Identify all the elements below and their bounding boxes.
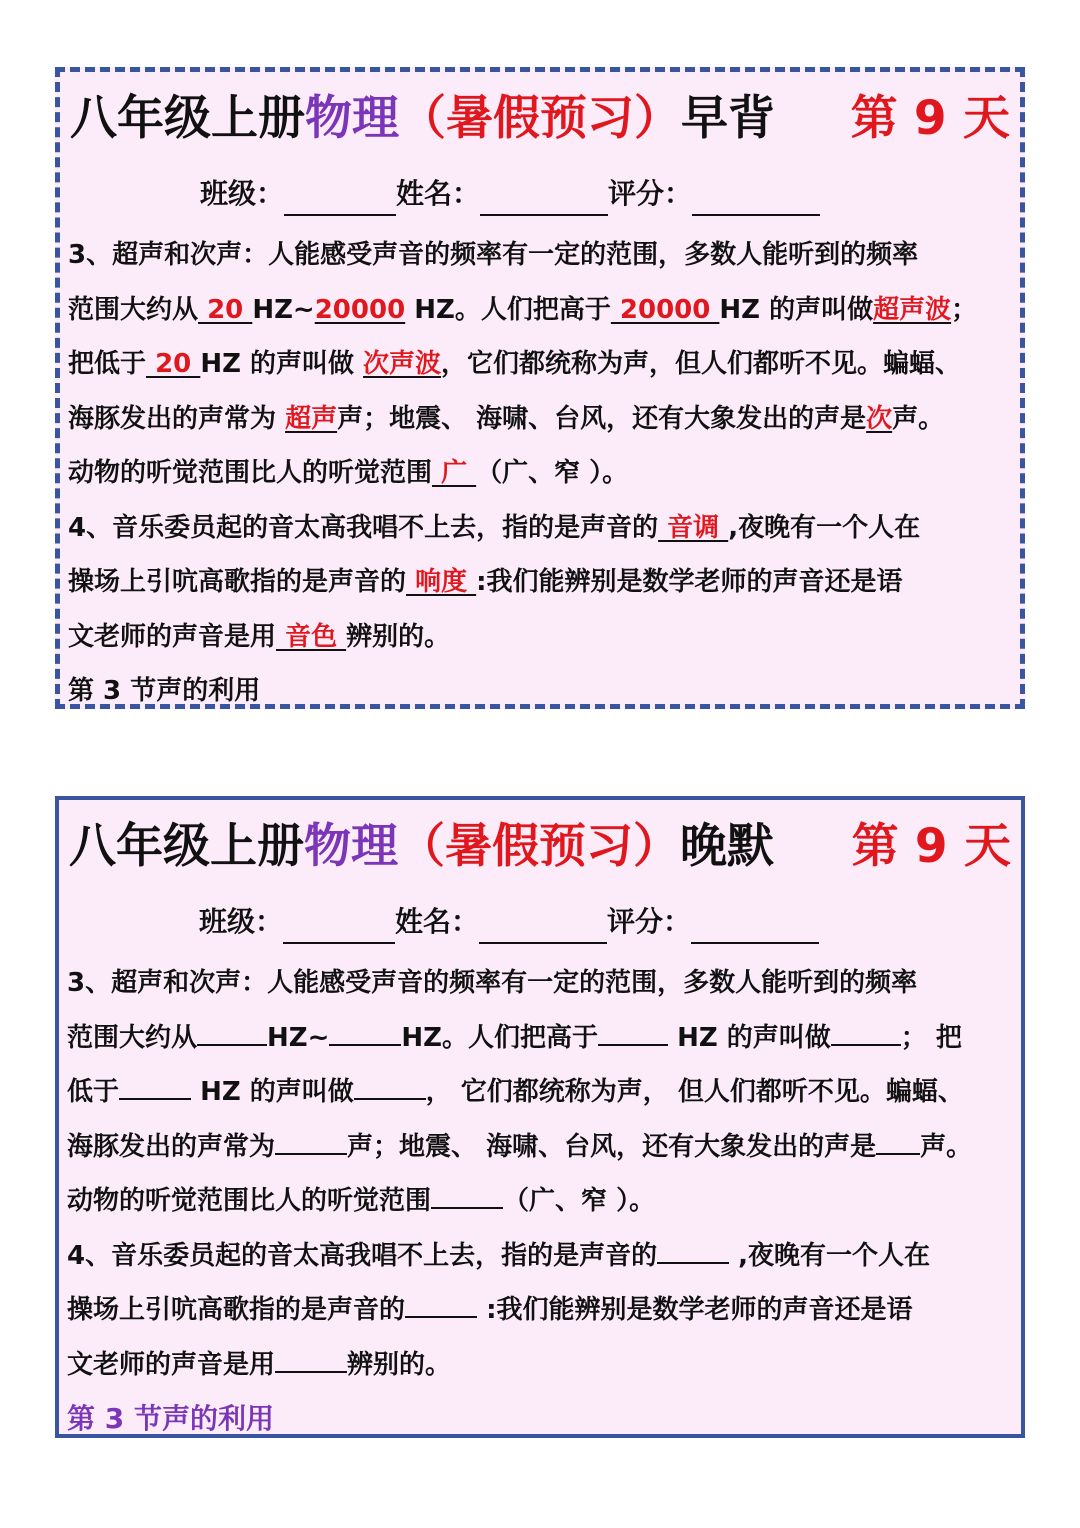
q3-line-3 [68,337,1020,392]
text: :我们能辨别是数学老师的声音还是语 [477,1295,913,1325]
text: （广、窄 ）。 [503,1186,656,1216]
text: （广、窄 ）。 [476,458,629,488]
student-info-row [200,172,820,216]
text: ,夜晚有一个人在 [729,1240,931,1271]
text: 辨别的。 [347,1349,452,1380]
score-label: 评分： [608,177,693,210]
q3-intro: 3、超声和次声：人能感受声音的频率有一定的范围，多数人能听到的频率 [67,968,918,998]
answer-timbre: 音色 [276,621,347,652]
q3-line-1 [67,956,1019,1011]
q4-line-1 [67,1229,1019,1284]
text: HZ。人们把高于 [401,1022,599,1053]
blank-bat-sound[interactable] [275,1127,347,1155]
text: ； [951,294,978,325]
q4-line-3 [68,610,1020,665]
blank-pitch[interactable] [657,1236,729,1264]
title-paren-close: ） [634,91,681,146]
blank-hearing-range[interactable] [431,1181,503,1209]
q4-line-2 [67,1283,1019,1338]
text: 辨别的。 [346,621,451,652]
text: 范围大约从 [68,294,199,325]
q3-line-2 [67,1011,1019,1066]
text: 文老师的声音是用 [67,1349,276,1380]
blank-low-freq[interactable] [197,1018,267,1046]
q4-line-1 [68,501,1020,556]
morning-recite-card [55,67,1025,709]
text: 文老师的声音是用 [68,621,277,652]
name-label: 姓名： [395,905,480,938]
question-body [68,228,1020,719]
answer-low-freq: 20 [198,294,253,325]
section-heading: 第 3 节声的利用 [68,676,261,706]
blank-infrasound[interactable] [354,1072,426,1100]
title-summer-preview: 暑假预习 [446,91,634,146]
evening-dictation-card [55,796,1025,1438]
text: 声。 [920,1131,973,1162]
text: HZ 的声叫做 [719,294,874,325]
class-label: 班级： [200,177,285,210]
title-subject: 物理 [305,91,399,146]
title-subject: 物理 [304,819,398,874]
q3-line-4 [67,1120,1019,1175]
q4-line-2 [68,555,1020,610]
blank-loudness[interactable] [405,1290,477,1318]
score-field[interactable] [692,184,820,216]
answer-high-freq: 20000 [314,294,406,325]
answer-ultrasound: 超声波 [873,294,952,325]
text: 声；地震、 海啸、台风，还有大象发出的声是 [337,403,867,434]
text: :我们能辨别是数学老师的声音还是语 [476,567,903,597]
text: ； 把 [900,1022,962,1053]
q3-line-5 [68,446,1020,501]
text: 动物的听觉范围比人的听觉范围 [68,458,433,488]
text: 低于 [67,1077,120,1107]
blank-above-freq[interactable] [598,1018,668,1046]
section-heading: 第 3 节声的利用 [67,1402,274,1435]
blank-below-freq[interactable] [119,1072,191,1100]
q3-line-3 [67,1065,1019,1120]
answer-elephant-sound: 次 [866,403,893,434]
text: HZ 的声叫做 [191,1077,354,1107]
title-mode: 晚默 [680,819,774,874]
score-label: 评分： [607,905,692,938]
day-label: 第 9 天 [850,91,1010,146]
answer-infrasound: 次声波 [363,349,442,379]
text: HZ 的声叫做 [200,349,364,379]
text: 海豚发出的声常为 [67,1131,276,1162]
class-field[interactable] [283,912,395,944]
q3-intro: 3、超声和次声：人能感受声音的频率有一定的范围，多数人能听到的频率 [68,240,919,270]
text: ， 它们都统称为声， 但人们都听不见。蝙蝠、 [425,1077,964,1107]
text: 海豚发出的声常为 [68,403,286,434]
text: 声。 [892,403,945,434]
question-body [67,956,1019,1447]
student-info-row [199,900,819,944]
title-grade: 八年级上册 [70,91,305,146]
blank-ultrasound[interactable] [831,1018,901,1046]
blank-elephant-sound[interactable] [876,1127,920,1155]
blank-timbre[interactable] [275,1345,347,1373]
blank-high-freq[interactable] [329,1018,401,1046]
title-paren-close: ） [633,819,680,874]
name-field[interactable] [480,184,608,216]
q4-line-3 [67,1338,1019,1393]
title-mode: 早背 [681,91,775,146]
text: HZ~ [252,294,315,325]
title-grade: 八年级上册 [69,819,304,874]
text: ,夜晚有一个人在 [728,512,921,543]
answer-hearing-range: 广 [432,458,477,488]
text: 4、音乐委员起的音太高我唱不上去，指的是声音的 [68,512,659,543]
q3-line-2 [68,283,1020,338]
day-label: 第 9 天 [851,819,1011,874]
text: 范围大约从 [67,1022,198,1053]
text: 把低于 [68,349,147,379]
class-field[interactable] [284,184,396,216]
text: ，它们都统称为声，但人们都听不见。蝙蝠、 [441,349,962,379]
text: HZ~ [267,1022,330,1053]
answer-loudness: 响度 [406,567,477,597]
text: 声；地震、 海啸、台风，还有大象发出的声是 [347,1131,877,1162]
text: HZ 的声叫做 [668,1022,831,1053]
q3-line-1 [68,228,1020,283]
title-summer-preview: 暑假预习 [445,819,633,874]
answer-above-freq: 20000 [610,294,720,325]
score-field[interactable] [691,912,819,944]
answer-pitch: 音调 [658,512,729,543]
q3-line-4 [68,392,1020,447]
text: 操场上引吭高歌指的是声音的 [68,567,407,597]
text: HZ。人们把高于 [405,294,611,325]
text: 操场上引吭高歌指的是声音的 [67,1295,406,1325]
text: 动物的听觉范围比人的听觉范围 [67,1186,432,1216]
q3-line-5 [67,1174,1019,1229]
answer-below-freq: 20 [146,349,201,379]
title-paren-open: （ [399,91,446,146]
answer-bat-sound: 超声 [285,403,338,434]
name-label: 姓名： [396,177,481,210]
name-field[interactable] [479,912,607,944]
class-label: 班级： [199,905,284,938]
text: 4、音乐委员起的音太高我唱不上去，指的是声音的 [67,1240,658,1271]
title-paren-open: （ [398,819,445,874]
